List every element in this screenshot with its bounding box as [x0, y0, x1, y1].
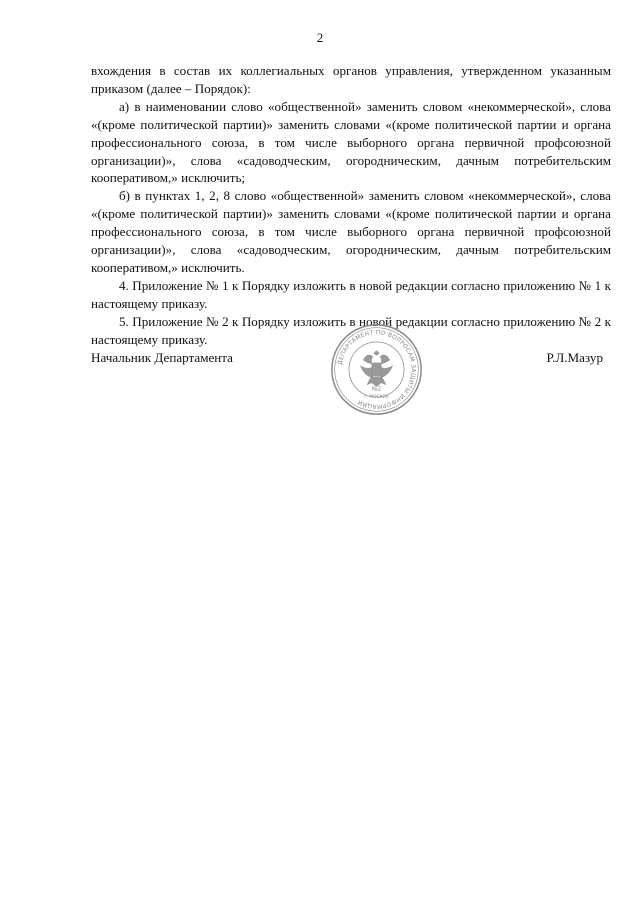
seal-ring-text: ДЕПАРТАМЕНТ ПО ВОПРОСАМ ЗАЩИТЫ ИНФОРМАЦИИ: [337, 330, 416, 409]
paragraph-item-4: 4. Приложение № 1 к Порядку изложить в новой редакции согласно приложению № 1 к настоящему приказу.: [91, 277, 611, 311]
paragraph-item-b: б) в пунктах 1, 2, 8 слово «общественной» заменить словом «некоммерческой», слова «(кроме политической партии)» заменить словами «(кроме политической партии и органа профессионального союза, в том числе выборного органа первичной профсоюзной организации)», слова «садоводческим, огородническим, дачным потребительским кооперативом,» исключить.: [91, 188, 611, 275]
official-seal-stamp: [329, 322, 424, 417]
document-body: [91, 62, 611, 349]
signatory-position: Начальник Департамента: [91, 350, 233, 365]
seal-city: г. МОСКВА: [364, 395, 389, 400]
eagle-emblem-icon: [360, 351, 392, 387]
signatory-name: Р.Л.Мазур: [546, 350, 603, 365]
page-number: 2: [316, 30, 324, 45]
paragraph-continuation: вхождения в состав их коллегиальных органов управления, утвержденном указанным приказом (далее – Порядок):: [91, 63, 611, 96]
paragraph-item-a: а) в наименовании слово «общественной» заменить словом «некоммерческой», слова «(кроме политической партии)» заменить словами «(кроме политической партии и органа профессионального союза, в том числе выборного органа первичной профсоюзной организации)», слова «садоводческим, огородническим, дачным потребительским кооперативом,» исключить;: [91, 98, 611, 186]
seal-number: №2: [371, 386, 382, 393]
paragraph-item-5: 5. Приложение № 2 к Порядку изложить в новой редакции согласно приложению № 2 к настоящему приказу.: [91, 313, 611, 347]
